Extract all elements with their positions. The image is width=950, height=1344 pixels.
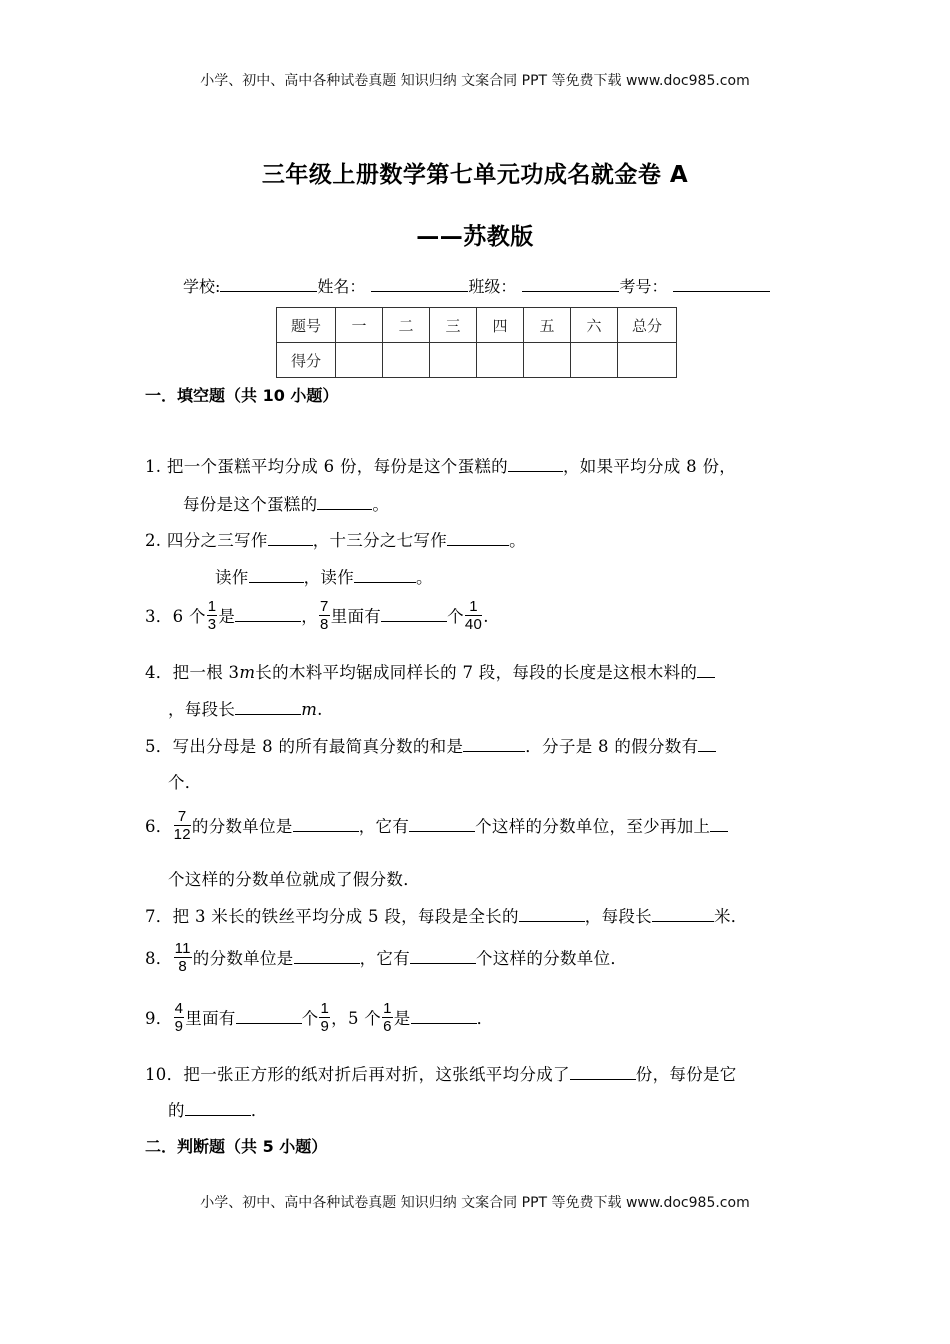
q7-blank-2[interactable]: [652, 907, 714, 922]
q7-text: ，每段长: [584, 907, 652, 926]
q9-text: 9．: [145, 1009, 173, 1028]
cell-section-2: 二: [383, 308, 430, 343]
q2-blank-3[interactable]: [249, 568, 304, 583]
q6-text: ，它有: [358, 817, 410, 836]
q1-text: 每份是这个蛋糕的: [183, 495, 318, 514]
q2-blank-1[interactable]: [268, 531, 313, 546]
q2-text: 读作: [215, 568, 249, 587]
question-10-line-2: [168, 1097, 268, 1121]
q2-blank-4[interactable]: [354, 568, 416, 583]
q5-text: ．分子是 8 的假分数有: [525, 737, 699, 756]
q9-text: ，5 个: [331, 1009, 382, 1028]
score-cell[interactable]: [430, 343, 477, 378]
score-cell[interactable]: [336, 343, 383, 378]
fraction-7-8: $\frac{7}{8}$: [320, 598, 329, 633]
q10-text: 10．把一张正方形的纸对折后再对折，这张纸平均分成了: [145, 1065, 570, 1084]
q4-unit: m: [239, 663, 256, 682]
fraction-1-3: $\frac{1}{3}$: [207, 598, 217, 633]
q1-text: ，如果平均分成 8 份，: [562, 457, 737, 476]
q3-text: 个: [447, 607, 464, 626]
question-5-line-1: [145, 733, 716, 757]
q10-blank-1[interactable]: [570, 1065, 636, 1080]
fraction-4-9: $\frac{4}{9}$: [174, 1000, 184, 1035]
q7-blank-1[interactable]: [519, 907, 585, 922]
fraction-7-12: $\frac{7}{12}$: [173, 808, 191, 843]
cell-total: 总分: [618, 308, 677, 343]
score-cell[interactable]: [383, 343, 430, 378]
q5-blank-1[interactable]: [463, 737, 525, 752]
question-4-line-1: [145, 659, 715, 683]
q10-text: 的: [168, 1101, 185, 1120]
q3-text: 是: [218, 607, 236, 626]
score-cell[interactable]: [571, 343, 618, 378]
cell-section-3: 三: [430, 308, 477, 343]
score-cell[interactable]: [524, 343, 571, 378]
q9-blank-1[interactable]: [236, 1009, 302, 1024]
q9-text: 个: [301, 1009, 319, 1028]
q4-unit: m: [301, 700, 318, 719]
name-label: 姓名：: [317, 277, 366, 296]
q3-text: ，: [301, 607, 319, 626]
school-blank[interactable]: [220, 277, 317, 292]
section-1-title: 一．填空题（共 10 小题）: [145, 386, 339, 405]
q10-blank-2[interactable]: [185, 1101, 251, 1116]
fraction-1-6: $\frac{1}{6}$: [383, 1000, 392, 1035]
q3-text: 里面有: [330, 607, 382, 626]
q4-text: ，每段长: [168, 700, 236, 719]
cell-section-4: 四: [477, 308, 524, 343]
q4-text: .: [317, 700, 323, 719]
q4-blank-1[interactable]: [697, 663, 715, 678]
fraction-1-40: $\frac{1}{40}$: [464, 598, 483, 633]
cell-section-6: 六: [571, 308, 618, 343]
score-table-header-row: [277, 308, 677, 343]
q2-text: ，读作: [303, 568, 355, 587]
q2-text: ，十三分之七写作: [312, 531, 448, 550]
question-5-line-2: 个．: [168, 773, 202, 792]
fraction-1-9: $\frac{1}{9}$: [320, 1000, 330, 1035]
name-blank[interactable]: [371, 277, 468, 292]
q6-blank-2[interactable]: [409, 817, 475, 832]
q3-text: .: [483, 607, 489, 626]
class-label: 班级：: [468, 277, 517, 296]
q6-text: 6．: [145, 817, 173, 836]
q9-text: 里面有: [185, 1009, 236, 1028]
q6-text: 个这样的分数单位，至少再加上: [475, 817, 711, 836]
fraction-11-8: $\frac{11}{8}$: [174, 940, 191, 975]
cell-score-label: 得分: [277, 343, 336, 378]
q1-blank-2[interactable]: [317, 495, 372, 510]
q2-text: 。: [509, 531, 526, 550]
q9-text: 是: [393, 1009, 411, 1028]
q2-text: 2. 四分之三写作: [145, 531, 268, 550]
exam-no-label: 考号：: [619, 277, 668, 296]
q5-text: 5．写出分母是 8 的所有最简真分数的和是: [145, 737, 464, 756]
school-label: 学校:: [183, 277, 221, 296]
question-6-line-2: 个这样的分数单位就成了假分数．: [168, 870, 420, 889]
q9-text: ．: [476, 1009, 494, 1028]
q3-text: 3．6 个: [145, 607, 206, 626]
q4-blank-2[interactable]: [235, 700, 301, 715]
cell-label: 题号: [277, 308, 336, 343]
q7-text: 米．: [713, 907, 748, 926]
q1-blank-1[interactable]: [508, 457, 563, 472]
question-8: [145, 942, 627, 977]
q9-blank-2[interactable]: [411, 1009, 477, 1024]
score-table: [276, 307, 677, 378]
score-cell[interactable]: [618, 343, 677, 378]
q8-text: 8．: [145, 949, 173, 968]
q4-text: 4．把一根 3: [145, 663, 240, 682]
q8-blank-1[interactable]: [294, 949, 360, 964]
question-6-line-1: [145, 810, 728, 845]
q6-text: 的分数单位是: [191, 817, 293, 836]
q4-text: 长的木料平均锯成同样长的 7 段，每段的长度是这根木料的: [255, 663, 698, 682]
q3-blank-2[interactable]: [381, 607, 447, 622]
q10-text: ．: [250, 1101, 268, 1120]
question-3: [145, 600, 489, 635]
page-subtitle: ——苏教版: [416, 224, 534, 250]
q1-text: 。: [372, 495, 390, 514]
q2-text: 。: [416, 568, 433, 587]
question-1-line-1: [145, 453, 736, 477]
q5-blank-2[interactable]: [698, 737, 716, 752]
q6-blank-3[interactable]: [710, 817, 728, 832]
q2-blank-2[interactable]: [447, 531, 509, 546]
score-table-score-row: [277, 343, 677, 378]
question-7: [145, 903, 748, 927]
question-2-line-2: [215, 564, 433, 588]
cell-section-5: 五: [524, 308, 571, 343]
question-1-line-2: [183, 491, 389, 515]
question-2-line-1: [145, 527, 526, 551]
question-10-line-1: [145, 1061, 737, 1085]
q3-blank-1[interactable]: [235, 607, 301, 622]
q8-text: 的分数单位是: [192, 949, 294, 968]
q8-text: 个这样的分数单位．: [476, 949, 628, 968]
info-line: [183, 274, 770, 297]
class-blank[interactable]: [522, 277, 619, 292]
header-banner: 小学、初中、高中各种试卷真题 知识归纳 文案合同 PPT 等免费下载 www.doc985.com: [200, 73, 750, 89]
question-9: [145, 1002, 493, 1037]
q7-text: 7．把 3 米长的铁丝平均分成 5 段，每段是全长的: [145, 907, 519, 926]
score-cell[interactable]: [477, 343, 524, 378]
footer-banner: 小学、初中、高中各种试卷真题 知识归纳 文案合同 PPT 等免费下载 www.doc985.com: [200, 1195, 750, 1211]
page-title: 三年级上册数学第七单元功成名就金卷 A: [261, 162, 689, 188]
q10-text: 份，每份是它: [635, 1065, 737, 1084]
q6-blank-1[interactable]: [293, 817, 359, 832]
q8-blank-2[interactable]: [410, 949, 476, 964]
exam-no-blank[interactable]: [673, 277, 770, 292]
q1-text: 1. 把一个蛋糕平均分成 6 份，每份是这个蛋糕的: [145, 457, 508, 476]
cell-section-1: 一: [336, 308, 383, 343]
section-2-title: 二．判断题（共 5 小题）: [145, 1137, 328, 1156]
q8-text: ，它有: [359, 949, 410, 968]
question-4-line-2: [168, 696, 323, 720]
